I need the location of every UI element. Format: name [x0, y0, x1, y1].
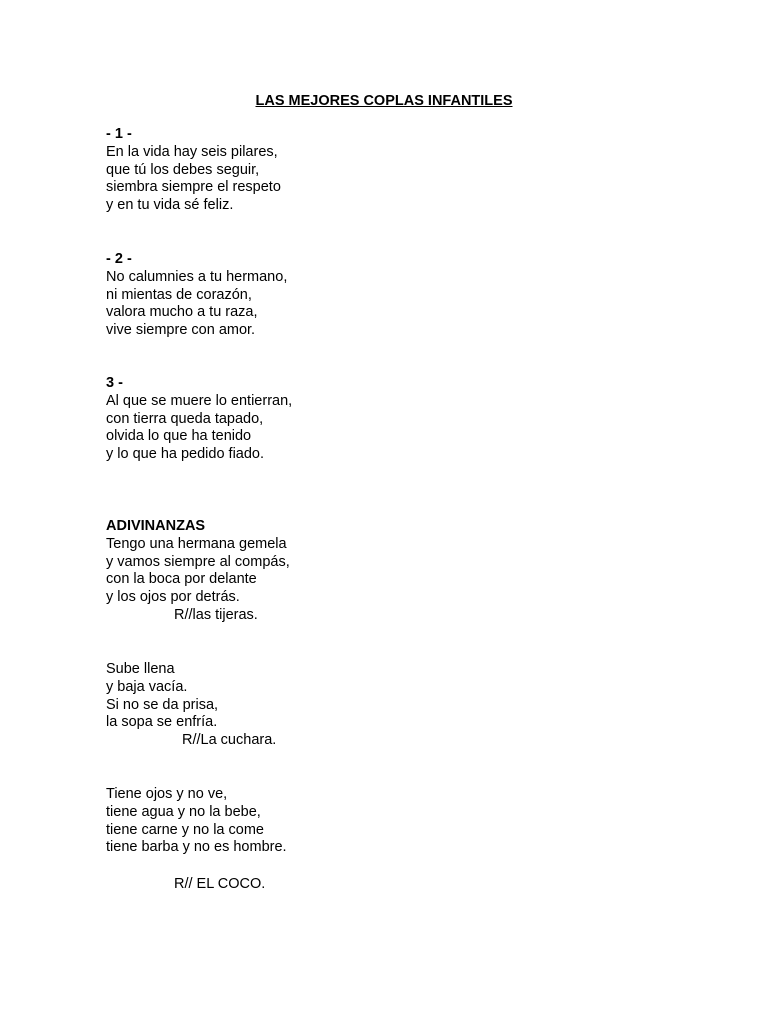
adivinanza-3	[106, 786, 287, 857]
verse-line: siembra siempre el respeto	[106, 179, 281, 196]
riddle-answer: R//las tijeras.	[174, 606, 258, 623]
verse-line: ni mientas de corazón,	[106, 286, 252, 303]
riddle-line: Tiene ojos y no ve,	[106, 786, 228, 802]
verse-line: Al que se muere lo entierran,	[106, 392, 293, 409]
page-title: LAS MEJORES COPLAS INFANTILES	[255, 93, 513, 109]
riddle-line: tiene barba y no es hombre.	[106, 839, 287, 856]
riddle-answer: R//La cuchara.	[182, 732, 277, 749]
adivinanza-3-answer-block	[106, 876, 265, 894]
verse-line: olvida lo que ha tenido	[106, 428, 252, 445]
riddle-line: Si no se da prisa,	[106, 696, 219, 713]
riddle-line: con la boca por delante	[106, 571, 257, 588]
adivinanza-2	[106, 661, 276, 750]
riddle-line: y vamos siempre al compás,	[106, 553, 290, 570]
riddle-answer: R// EL COCO.	[174, 876, 266, 892]
riddle-line: Tengo una hermana gemela	[106, 535, 287, 552]
copla-heading: - 1 -	[106, 126, 132, 142]
verse-line: que tú los debes seguir,	[106, 161, 260, 178]
riddle-line: y los ojos por detrás.	[106, 589, 240, 606]
verse-line: con tierra queda tapado,	[106, 410, 264, 427]
riddle-line: tiene agua y no la bebe,	[106, 803, 261, 820]
verse-line: y en tu vida sé feliz.	[106, 197, 234, 214]
riddle-line: la sopa se enfría.	[106, 714, 218, 731]
verse-line: vive siempre con amor.	[106, 322, 256, 339]
copla-heading: - 2 -	[106, 251, 132, 267]
verse-line: En la vida hay seis pilares,	[106, 143, 278, 160]
copla-3	[106, 375, 292, 464]
copla-1	[106, 126, 281, 215]
section-heading: ADIVINANZAS	[106, 518, 206, 534]
adivinanza-1	[106, 518, 290, 625]
verse-line: y lo que ha pedido fiado.	[106, 446, 265, 463]
riddle-line: tiene carne y no la come	[106, 821, 264, 838]
riddle-line: Sube llena	[106, 661, 175, 677]
verse-line: valora mucho a tu raza,	[106, 304, 258, 321]
verse-line: No calumnies a tu hermano,	[106, 268, 288, 285]
copla-2	[106, 251, 287, 340]
copla-heading: 3 -	[106, 375, 123, 391]
riddle-line: y baja vacía.	[106, 678, 188, 695]
